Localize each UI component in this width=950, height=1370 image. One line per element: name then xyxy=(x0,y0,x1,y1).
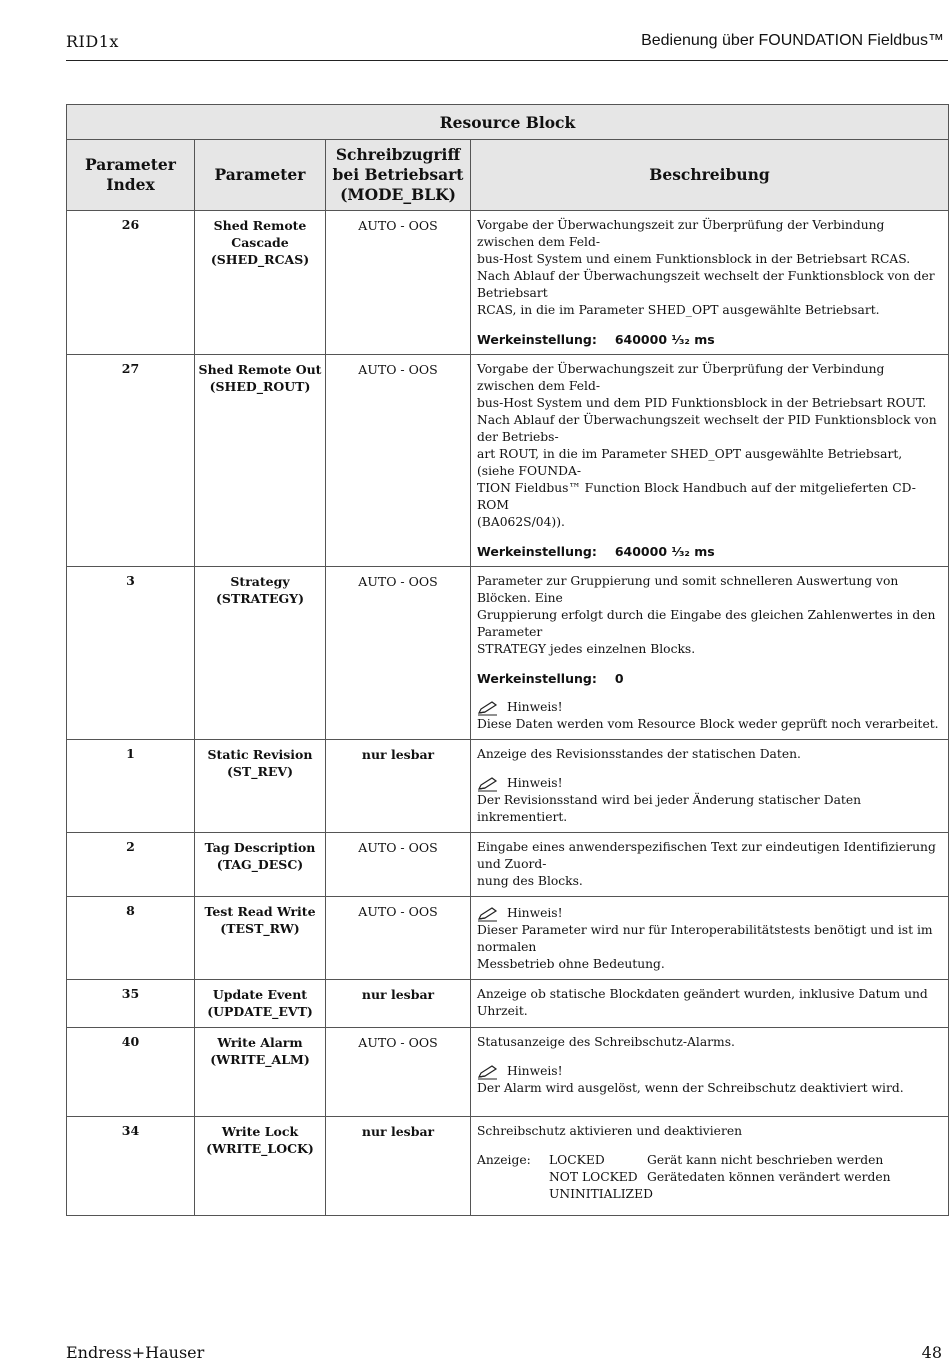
header-rule xyxy=(66,60,948,61)
param-mode: nur lesbar xyxy=(326,740,471,833)
param-index: 27 xyxy=(67,355,195,567)
param-mode: AUTO - OOS xyxy=(326,1028,471,1117)
note-text: Diese Daten werden vom Resource Block weder geprüft noch verarbeitet. xyxy=(477,717,939,731)
column-header-description: Beschreibung xyxy=(471,140,949,211)
param-description: Parameter zur Gruppierung und somit schnelleren Auswertung von Blöcken. Eine Gruppierung erfolgt durch die Eingabe des gleichen Zahlenwertes in den Parameter STRATEGY jedes einzelnen Blocks. Werkeinstellung: 0 Hinweis! Diese Daten werden vom Resource Block weder geprüft noch verarbeitet. xyxy=(471,567,949,740)
note-text: Der Revisionsstand wird bei jeder Änderung statischer Daten inkrementiert. xyxy=(477,793,862,824)
table-row xyxy=(67,567,949,740)
display-options xyxy=(477,1152,942,1203)
param-description: Anzeige des Revisionsstandes der statischen Daten. Hinweis! Der Revisionsstand wird bei jeder Änderung statischer Daten inkrementiert. xyxy=(471,740,949,833)
table-row xyxy=(67,980,949,1028)
option-text: Gerätedaten können verändert werden xyxy=(647,1170,891,1184)
note-text: Dieser Parameter wird nur für Interoperabilitätstests benötigt und ist im normalen xyxy=(477,923,933,954)
pencil-icon xyxy=(477,776,499,792)
column-header-index: Parameter Index xyxy=(67,140,195,211)
param-description: Statusanzeige des Schreibschutz-Alarms. Hinweis! Der Alarm wird ausgelöst, wenn der Schreibschutz deaktiviert wird. xyxy=(471,1028,949,1117)
param-name: Write Alarm (WRITE_ALM) xyxy=(195,1028,326,1117)
factory-setting: Werkeinstellung: 640000 ¹⁄₃₂ ms xyxy=(477,544,715,559)
table-row xyxy=(67,211,949,355)
display-label: Anzeige: xyxy=(477,1153,531,1167)
column-header-mode: Schreibzugriff bei Betriebsart (MODE_BLK) xyxy=(326,140,471,211)
param-description: Vorgabe der Überwachungszeit zur Überprüfung der Verbindung zwischen dem Feld- bus-Host System und dem PID Funktionsblock in der Betriebsart ROUT. Nach Ablauf der Überwachungszeit wechselt der PID Funktionsblock von der Betriebs- art ROUT, in die im Parameter SHED_OPT ausgewählte Betriebsart, (siehe FOUNDA- TION Fieldbus™ Function Block Handbuch auf der mitgelieferten CD-ROM (BA062S/04)). Werkeinstellung: 640000 ¹⁄₃₂ ms xyxy=(471,355,949,567)
factory-setting: Werkeinstellung: 0 xyxy=(477,671,624,686)
table-row xyxy=(67,1117,949,1216)
param-description: Vorgabe der Überwachungszeit zur Überprüfung der Verbindung zwischen dem Feld- bus-Host System und einem Funktionsblock in der Betriebsart RCAS. Nach Ablauf der Überwachungszeit wechselt der Funktionsblock von der Betriebsart RCAS, in die im Parameter SHED_OPT ausgewählte Betriebsart. Werkeinstellung: 640000 ¹⁄₃₂ ms xyxy=(471,211,949,355)
param-name: Write Lock (WRITE_LOCK) xyxy=(195,1117,326,1216)
footer-brand: Endress+Hauser xyxy=(66,1343,205,1362)
note-heading: Hinweis! xyxy=(477,905,942,922)
note-text: Der Alarm wird ausgelöst, wenn der Schreibschutz deaktiviert wird. xyxy=(477,1081,904,1095)
option-text: Gerät kann nicht beschrieben werden xyxy=(647,1153,884,1167)
note-text: Messbetrieb ohne Bedeutung. xyxy=(477,957,665,971)
param-name: Shed Remote Cascade (SHED_RCAS) xyxy=(195,211,326,355)
param-index: 1 xyxy=(67,740,195,833)
param-index: 2 xyxy=(67,833,195,897)
note-heading: Hinweis! xyxy=(477,775,942,792)
table-row xyxy=(67,897,949,980)
running-header-left: RID1x xyxy=(66,32,119,51)
param-index: 35 xyxy=(67,980,195,1028)
param-mode: AUTO - OOS xyxy=(326,211,471,355)
option-name: UNINITIALIZED xyxy=(549,1187,653,1201)
table-row xyxy=(67,740,949,833)
param-mode: nur lesbar xyxy=(326,1117,471,1216)
param-mode: AUTO - OOS xyxy=(326,567,471,740)
param-name: Static Revision (ST_REV) xyxy=(195,740,326,833)
param-description: Anzeige ob statische Blockdaten geändert wurden, inklusive Datum und Uhrzeit. xyxy=(471,980,949,1028)
option-name: NOT LOCKED xyxy=(549,1170,638,1184)
param-name: Strategy (STRATEGY) xyxy=(195,567,326,740)
resource-block-table xyxy=(66,104,949,1216)
page-number: 48 xyxy=(921,1343,942,1362)
option-name: LOCKED xyxy=(549,1153,605,1167)
note-heading: Hinweis! xyxy=(477,1063,942,1080)
table-row xyxy=(67,355,949,567)
param-mode: AUTO - OOS xyxy=(326,355,471,567)
option-text xyxy=(647,1186,942,1203)
table-row xyxy=(67,833,949,897)
column-header-parameter: Parameter xyxy=(195,140,326,211)
param-name: Shed Remote Out (SHED_ROUT) xyxy=(195,355,326,567)
pencil-icon xyxy=(477,700,499,716)
factory-setting: Werkeinstellung: 640000 ¹⁄₃₂ ms xyxy=(477,332,715,347)
param-index: 40 xyxy=(67,1028,195,1117)
param-description xyxy=(471,897,949,980)
pencil-icon xyxy=(477,1064,499,1080)
param-name: Tag Description (TAG_DESC) xyxy=(195,833,326,897)
param-description: Schreibschutz aktivieren und deaktivieren Anzeige: LOCKED Gerät kann nicht beschrieben werden NOT LOCKED Gerätedaten können verändert werden UNINITIALIZED xyxy=(471,1117,949,1216)
param-index: 8 xyxy=(67,897,195,980)
table-title: Resource Block xyxy=(67,105,949,140)
note-heading: Hinweis! xyxy=(477,699,942,716)
param-description: Eingabe eines anwenderspezifischen Text zur eindeutigen Identifizierung und Zuord- nung des Blocks. xyxy=(471,833,949,897)
param-mode: nur lesbar xyxy=(326,980,471,1028)
table-row xyxy=(67,1028,949,1117)
running-header-right: Bedienung über FOUNDATION Fieldbus™ xyxy=(641,32,944,49)
param-index: 3 xyxy=(67,567,195,740)
param-name: Update Event (UPDATE_EVT) xyxy=(195,980,326,1028)
param-mode: AUTO - OOS xyxy=(326,833,471,897)
param-index: 26 xyxy=(67,211,195,355)
param-mode: AUTO - OOS xyxy=(326,897,471,980)
param-name: Test Read Write (TEST_RW) xyxy=(195,897,326,980)
param-index: 34 xyxy=(67,1117,195,1216)
pencil-icon xyxy=(477,906,499,922)
